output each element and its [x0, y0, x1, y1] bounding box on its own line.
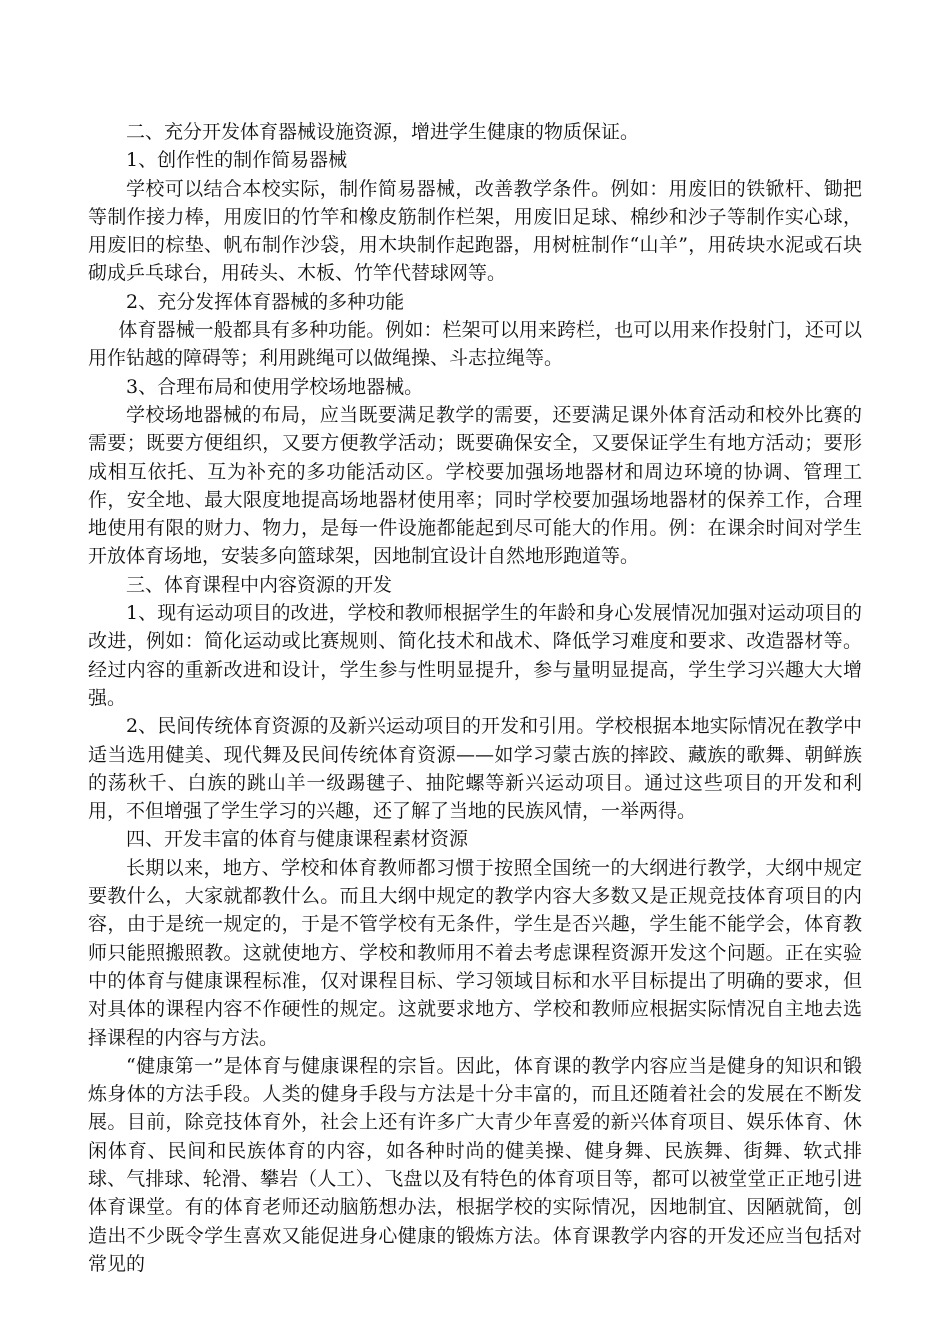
paragraph-multi-function: 体育器械一般都具有多种功能。例如：栏架可以用来跨栏，也可以用来作投射门，还可以用作钻越的障碍等；利用跳绳可以做绳操、斗志拉绳等。	[88, 319, 862, 370]
paragraph-folk-sports: 2、民间传统体育资源的及新兴运动项目的开发和引用。学校根据本地实际情况在教学中适当选用健美、现代舞及民间传统体育资源——如学习蒙古族的摔跤、藏族的歌舞、朝鲜族的荡秋千、白族的跳山羊一级踢毽子、抽陀螺等新兴运动项目。通过这些项目的开发和利用，不但增强了学生学习的兴趣，还了解了当地的民族风情，一举两得。	[88, 715, 862, 823]
paragraph-long-term-syllabus: 长期以来，地方、学校和体育教师都习惯于按照全国统一的大纲进行教学，大纲中规定要教什么，大家就都教什么。而且大纲中规定的教学内容大多数又是正规竞技体育项目的内容，由于是统一规定的，于是不管学校有无条件，学生是否兴趣，学生能不能学会，体育教师只能照搬照教。这就使地方、学校和教师用不着去考虑课程资源开发这个问题。正在实验中的体育与健康课程标准，仅对课程目标、学习领域目标和水平目标提出了明确的要求，但对具体的课程内容不作硬性的规定。这就要求地方、学校和教师应根据实际情况自主地去选择课程的内容与方法。	[88, 856, 862, 1049]
document-page	[88, 118, 862, 1278]
subheading-layout-equipment: 3、合理布局和使用学校场地器械。	[126, 375, 424, 398]
subheading-make-simple-equipment: 1、创作性的制作简易器械	[126, 149, 348, 172]
section-heading-three: 三、体育课程中内容资源的开发	[126, 573, 393, 596]
paragraph-health-first: “健康第一”是体育与健康课程的宗旨。因此，体育课的教学内容应当是健身的知识和锻炼身体的方法手段。人类的健身手段与方法是十分丰富的，而且还随着社会的发展在不断发展。目前，除竞技体育外，社会上还有许多广大青少年喜爱的新兴体育项目、娱乐体育、休闲体育、民间和民族体育的内容，如各种时尚的健美操、健身舞、民族舞、街舞、软式排球、气排球、轮滑、攀岩（人工）、飞盘以及有特色的体育项目等，都可以被堂堂正正地引进体育课堂。有的体育老师还动脑筋想办法，根据学校的实际情况，因地制宜、因陋就简，创造出不少既令学生喜欢又能促进身心健康的锻炼方法。体育课教学内容的开发还应当包括对常见的	[88, 1054, 862, 1275]
paragraph-make-simple-equipment: 学校可以结合本校实际，制作简易器械，改善教学条件。例如：用废旧的铁锨杆、锄把等制作接力棒，用废旧的竹竿和橡皮筋制作栏架，用废旧足球、棉纱和沙子等制作实心球，用废旧的棕垫、帆布制作沙袋，用木块制作起跑器，用树桩制作“山羊”，用砖块水泥或石块砌成乒乓球台，用砖头、木板、竹竿代替球网等。	[88, 177, 862, 285]
subheading-multi-function: 2、充分发挥体育器械的多种功能	[126, 290, 405, 313]
paragraph-layout-equipment: 学校场地器械的布局，应当既要满足教学的需要，还要满足课外体育活动和校外比赛的需要；既要方便组织，又要方便教学活动；既要确保安全，又要保证学生有地方活动；要形成相互依托、互为补充的多功能活动区。学校要加强场地器材和周边环境的协调、管理工作，安全地、最大限度地提高场地器材使用率；同时学校要加强场地器材的保养工作，合理地使用有限的财力、物力，是每一件设施都能起到尽可能大的作用。例：在课余时间对学生开放体育场地，安装多向篮球架，因地制宜设计自然地形跑道等。	[88, 403, 862, 568]
section-heading-four: 四、开发丰富的体育与健康课程素材资源	[126, 828, 469, 851]
paragraph-improve-sports: 1、现有运动项目的改进，学校和教师根据学生的年龄和身心发展情况加强对运动项目的改进，例如：简化运动或比赛规则、简化技术和战术、降低学习难度和要求、改造器材等。经过内容的重新改进和设计，学生参与性明显提升，参与量明显提高，学生学习兴趣大大增强。	[88, 602, 862, 709]
section-heading-two: 二、充分开发体育器械设施资源，增进学生健康的物质保证。	[126, 121, 640, 143]
